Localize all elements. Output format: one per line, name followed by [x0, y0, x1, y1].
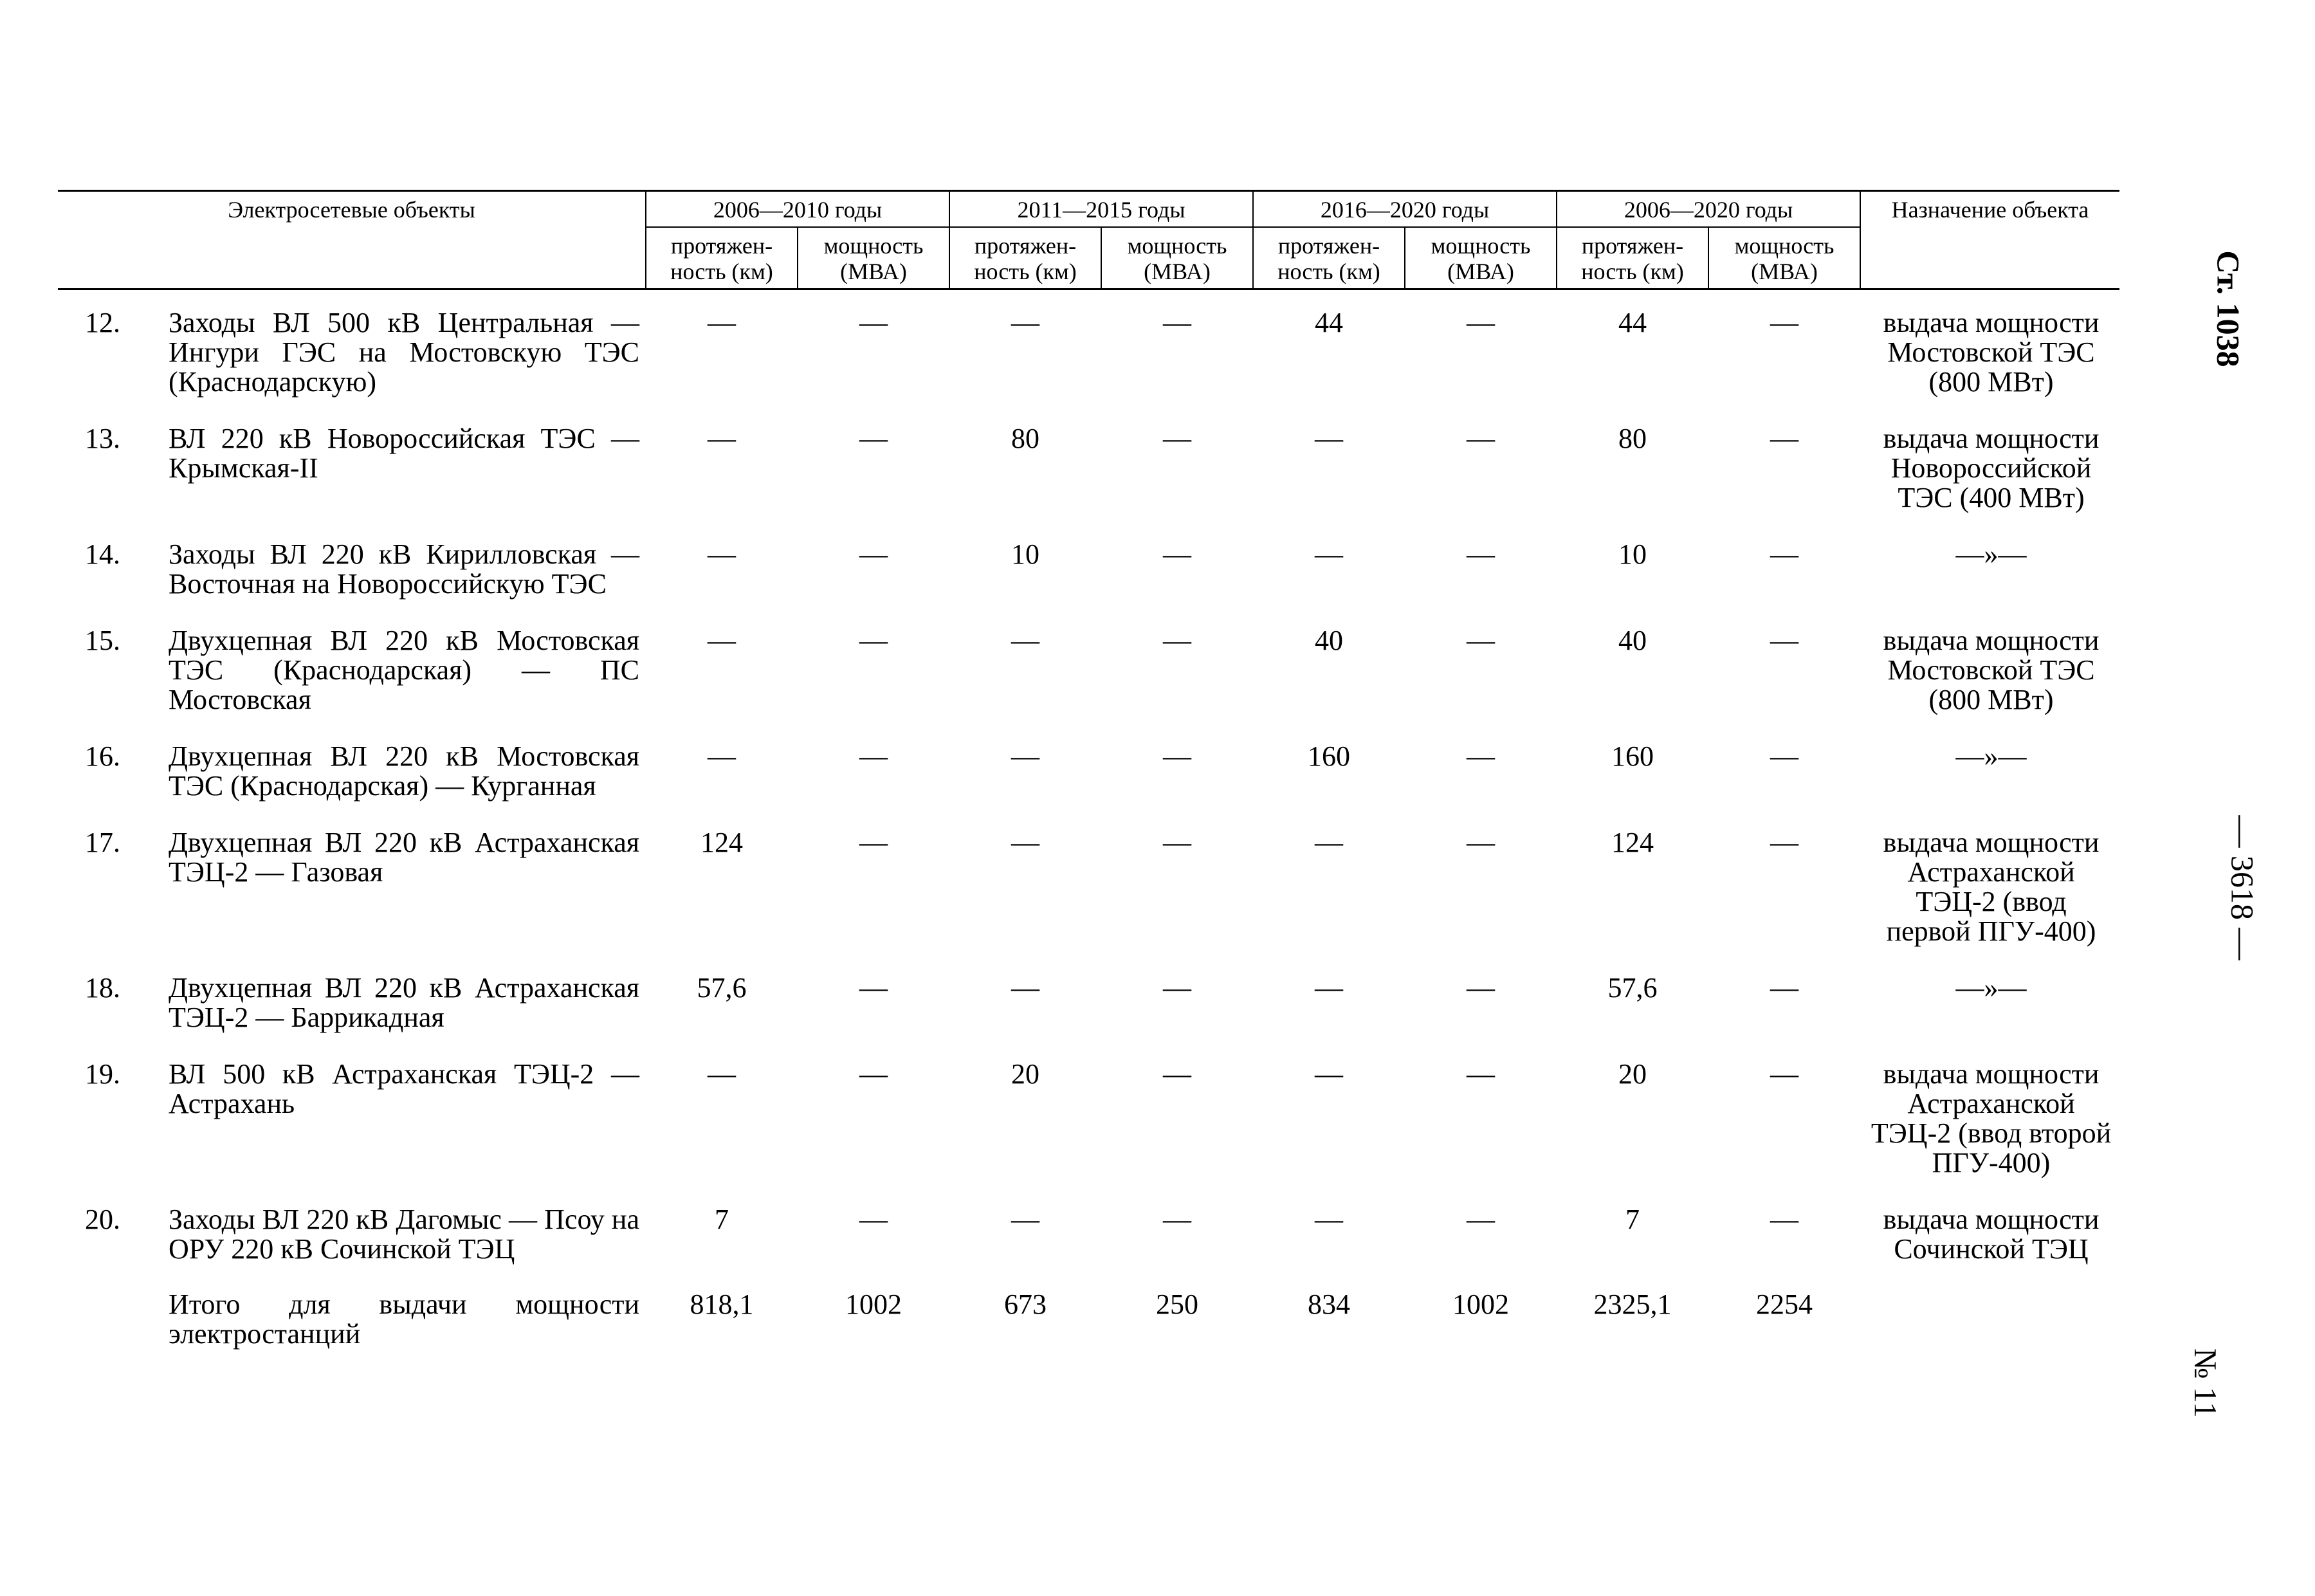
- header-length: протяжен-ность (км): [1557, 227, 1708, 289]
- header-objects: Электросетевые объекты: [58, 191, 646, 289]
- row-number: 14.: [85, 538, 120, 570]
- length-value: —: [1011, 740, 1039, 772]
- power-value: —: [859, 972, 888, 1004]
- header-length: протяжен-ность (км): [646, 227, 798, 289]
- header-period: 2006—2010 годы: [646, 191, 949, 228]
- margin-page-number: — 3618 —: [2224, 815, 2261, 960]
- power-value: —: [1163, 625, 1191, 656]
- length-value: —: [1011, 307, 1039, 338]
- length-value: —: [1011, 827, 1039, 858]
- table-row: [58, 398, 2119, 514]
- power-value: —: [859, 538, 888, 570]
- table-row: [58, 716, 2119, 802]
- purpose-value: выдача мощности Астраханской ТЭЦ-2 (ввод второй ПГУ-400): [1871, 1058, 2112, 1179]
- length-value: 2325,1: [1593, 1289, 1672, 1320]
- power-value: —: [1467, 625, 1495, 656]
- margin-page-label: Ст. 1038: [2210, 250, 2247, 367]
- object-name: Двухцепная ВЛ 220 кВ Мостовская ТЭС (Краснодарская) — Курганная: [169, 740, 639, 802]
- purpose-value: —»—: [1955, 972, 2027, 1004]
- power-value: —: [859, 827, 888, 858]
- table-row: [58, 600, 2119, 716]
- length-value: —: [708, 625, 736, 656]
- power-value: —: [1770, 827, 1798, 858]
- power-value: —: [1163, 1058, 1191, 1090]
- total-row: [58, 1265, 2119, 1350]
- power-value: —: [859, 307, 888, 338]
- header-period: 2016—2020 годы: [1253, 191, 1557, 228]
- table-row: [58, 514, 2119, 600]
- row-number: 13.: [85, 423, 120, 454]
- power-value: —: [1770, 740, 1798, 772]
- length-value: 124: [1611, 827, 1654, 858]
- length-value: —: [1011, 972, 1039, 1004]
- power-value: 1002: [845, 1289, 902, 1320]
- header-length: протяжен-ность (км): [949, 227, 1101, 289]
- length-value: —: [1315, 1058, 1343, 1090]
- row-number: 18.: [85, 972, 120, 1004]
- power-value: —: [1467, 307, 1495, 338]
- table-row: [58, 1034, 2119, 1179]
- length-value: 160: [1308, 740, 1350, 772]
- length-value: —: [708, 1058, 736, 1090]
- length-value: —: [708, 538, 736, 570]
- table-body: [58, 289, 2119, 1351]
- power-value: 2254: [1756, 1289, 1813, 1320]
- length-value: —: [708, 423, 736, 454]
- header-period: 2011—2015 годы: [949, 191, 1253, 228]
- length-value: —: [1011, 1204, 1039, 1235]
- power-value: —: [859, 1204, 888, 1235]
- purpose-value: выдача мощности Мостовской ТЭС (800 МВт): [1883, 307, 2100, 398]
- length-value: 10: [1618, 538, 1647, 570]
- length-value: 10: [1011, 538, 1039, 570]
- power-value: —: [1163, 972, 1191, 1004]
- length-value: 44: [1315, 307, 1343, 338]
- header-purpose: Назначение объекта: [1860, 191, 2119, 289]
- object-name: ВЛ 220 кВ Новороссийская ТЭС — Крымская-II: [169, 423, 639, 484]
- margin-issue-number: № 11: [2187, 1348, 2224, 1418]
- length-value: —: [1011, 625, 1039, 656]
- power-value: —: [1467, 1058, 1495, 1090]
- purpose-value: —»—: [1955, 740, 2027, 772]
- table-row: [58, 289, 2119, 399]
- object-name: Двухцепная ВЛ 220 кВ Астраханская ТЭЦ-2 — Баррикадная: [169, 972, 639, 1033]
- purpose-value: [1860, 1265, 2119, 1350]
- power-value: —: [1770, 423, 1798, 454]
- length-value: 160: [1611, 740, 1654, 772]
- length-value: 57,6: [1607, 972, 1658, 1004]
- object-name: Заходы ВЛ 500 кВ Центральная — Ингури ГЭС на Мостовскую ТЭС (Краснодарскую): [169, 307, 639, 398]
- length-value: 57,6: [697, 972, 747, 1004]
- object-name: Двухцепная ВЛ 220 кВ Астраханская ТЭЦ-2 — Газовая: [169, 827, 639, 888]
- table-header: [58, 191, 2119, 289]
- length-value: 7: [1625, 1204, 1640, 1235]
- power-value: —: [1770, 625, 1798, 656]
- purpose-value: выдача мощности Сочинской ТЭЦ: [1883, 1204, 2100, 1265]
- power-value: 1002: [1452, 1289, 1509, 1320]
- purpose-value: —»—: [1955, 538, 2027, 570]
- header-length: протяжен-ность (км): [1253, 227, 1405, 289]
- power-value: —: [1163, 423, 1191, 454]
- length-value: 7: [715, 1204, 729, 1235]
- power-value: —: [1163, 827, 1191, 858]
- table-row: [58, 948, 2119, 1034]
- header-power: мощность (МВА): [1405, 227, 1557, 289]
- power-value: —: [1163, 740, 1191, 772]
- row-number: 19.: [85, 1058, 120, 1090]
- length-value: 40: [1618, 625, 1647, 656]
- header-period: 2006—2020 годы: [1557, 191, 1860, 228]
- length-value: —: [708, 740, 736, 772]
- power-value: —: [1770, 972, 1798, 1004]
- row-number: 17.: [85, 827, 120, 858]
- power-value: —: [1770, 1058, 1798, 1090]
- power-value: —: [1770, 538, 1798, 570]
- power-value: —: [1467, 423, 1495, 454]
- length-value: 40: [1315, 625, 1343, 656]
- purpose-value: выдача мощности Астраханской ТЭЦ-2 (ввод первой ПГУ-400): [1883, 827, 2100, 947]
- length-value: —: [1315, 423, 1343, 454]
- power-value: —: [1770, 307, 1798, 338]
- length-value: 80: [1011, 423, 1039, 454]
- power-value: —: [1770, 1204, 1798, 1235]
- power-value: —: [1163, 1204, 1191, 1235]
- power-value: —: [1163, 307, 1191, 338]
- row-number: 20.: [85, 1204, 120, 1235]
- length-value: —: [1315, 538, 1343, 570]
- length-value: —: [1315, 972, 1343, 1004]
- length-value: 20: [1618, 1058, 1647, 1090]
- power-value: —: [1163, 538, 1191, 570]
- power-value: —: [859, 625, 888, 656]
- power-value: —: [1467, 1204, 1495, 1235]
- object-name: Заходы ВЛ 220 кВ Дагомыс — Псоу на ОРУ 220 кВ Сочинской ТЭЦ: [169, 1204, 639, 1265]
- power-value: —: [1467, 827, 1495, 858]
- power-value: 250: [1156, 1289, 1198, 1320]
- power-value: —: [1467, 740, 1495, 772]
- length-value: 818,1: [690, 1289, 754, 1320]
- length-value: —: [1315, 827, 1343, 858]
- table-row: [58, 802, 2119, 948]
- row-number: [58, 1290, 169, 1349]
- length-value: 834: [1308, 1289, 1350, 1320]
- power-value: —: [859, 423, 888, 454]
- length-value: 673: [1004, 1289, 1047, 1320]
- length-value: 80: [1618, 423, 1647, 454]
- power-value: —: [1467, 972, 1495, 1004]
- purpose-value: выдача мощности Мостовской ТЭС (800 МВт): [1883, 625, 2100, 715]
- table-row: [58, 1179, 2119, 1265]
- row-number: 16.: [85, 740, 120, 772]
- power-value: —: [1467, 538, 1495, 570]
- row-number: 12.: [85, 307, 120, 338]
- header-power: мощность (МВА): [798, 227, 949, 289]
- purpose-value: выдача мощности Новороссийской ТЭС (400 МВт): [1883, 423, 2100, 513]
- power-grid-table: [58, 190, 2119, 1350]
- header-power: мощность (МВА): [1708, 227, 1860, 289]
- header-power: мощность (МВА): [1101, 227, 1253, 289]
- power-value: —: [859, 1058, 888, 1090]
- object-name: Двухцепная ВЛ 220 кВ Мостовская ТЭС (Краснодарская) — ПС Мостовская: [169, 625, 639, 715]
- length-value: —: [708, 307, 736, 338]
- length-value: —: [1315, 1204, 1343, 1235]
- length-value: 44: [1618, 307, 1647, 338]
- length-value: 124: [700, 827, 743, 858]
- object-name: Заходы ВЛ 220 кВ Кирилловская — Восточная на Новороссийскую ТЭС: [169, 538, 639, 600]
- total-label: Итого для выдачи мощности электростанций: [169, 1289, 639, 1350]
- object-name: ВЛ 500 кВ Астраханская ТЭЦ-2 — Астрахань: [169, 1058, 639, 1119]
- length-value: 20: [1011, 1058, 1039, 1090]
- power-value: —: [859, 740, 888, 772]
- row-number: 15.: [85, 625, 120, 656]
